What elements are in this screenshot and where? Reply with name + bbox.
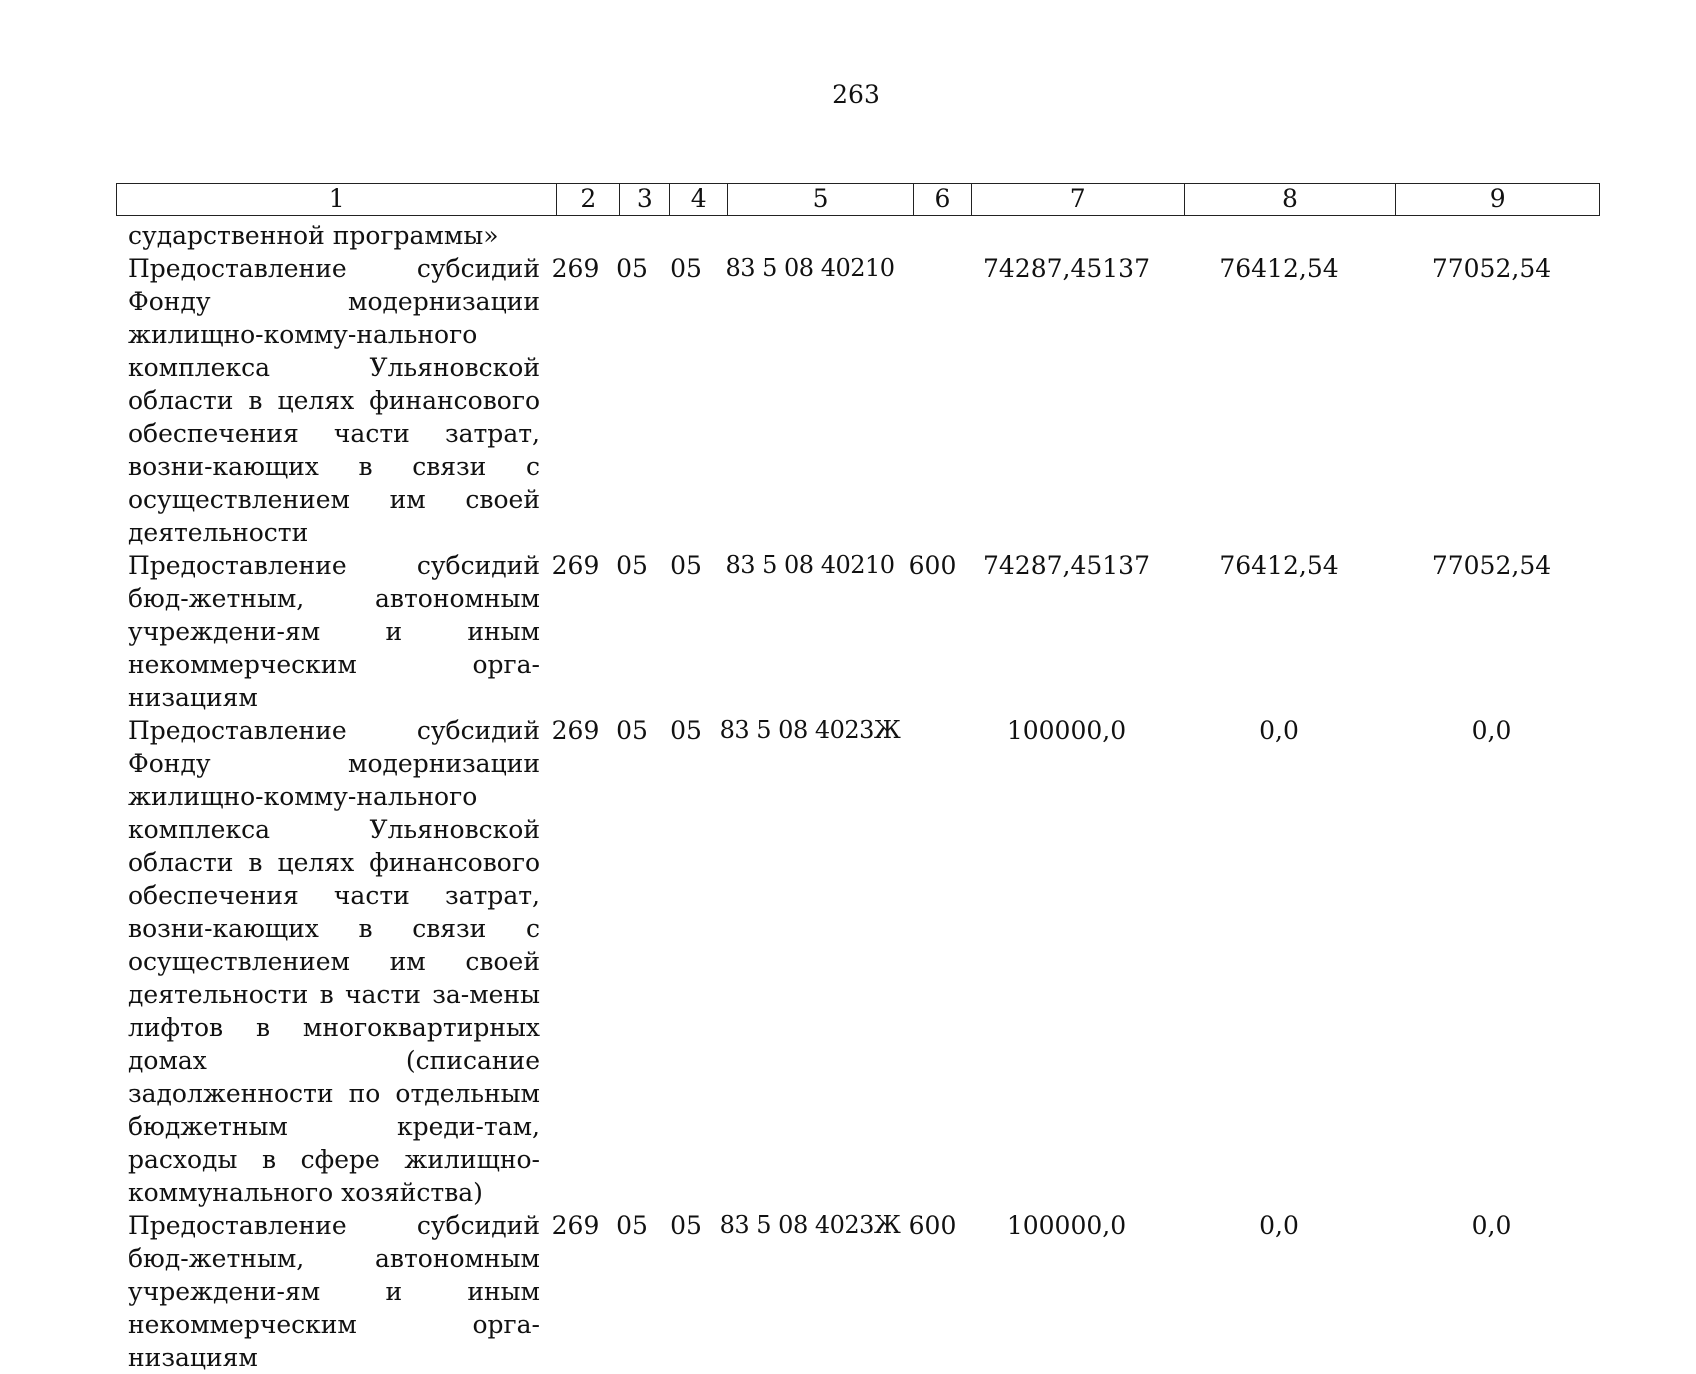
row-col-2: 269 (551, 1211, 600, 1240)
row-col-5: 83 5 08 4023Ж (719, 1211, 901, 1239)
table-row (116, 714, 1600, 1209)
row-description: Предоставление субсидий Фонду модернизации жилищно-комму-нального комплекса Ульяновской области в целях финансового обеспечения части затрат, возни-кающих в связи с осуществлением им своей деятельности (128, 254, 540, 547)
table-column-header (116, 183, 1600, 216)
row-col-3: 05 (616, 254, 648, 283)
row-col-3: 05 (616, 551, 648, 580)
column-header-9: 9 (1489, 184, 1506, 213)
row-col-3: 05 (616, 1211, 648, 1240)
row-col-6: 600 (908, 1211, 957, 1240)
row-col-9: 77052,54 (1431, 551, 1552, 580)
table-row (116, 549, 1600, 714)
row-description: Предоставление субсидий бюд-жетным, автономным учреждени-ям и иным некоммерческим орга-низациям (128, 551, 540, 712)
row-col-6 (905, 252, 960, 549)
row-col-8: 76412,54 (1219, 551, 1339, 580)
continuation-row (116, 219, 1600, 252)
table-body (116, 219, 1600, 1374)
column-header-6: 6 (914, 184, 972, 215)
row-col-3: 05 (616, 716, 648, 745)
row-col-9: 77052,54 (1431, 254, 1552, 283)
row-col-9: 0,0 (1471, 1211, 1512, 1240)
row-col-5: 83 5 08 40210 (725, 254, 895, 282)
column-header-7: 7 (972, 184, 1185, 215)
table-row (116, 1209, 1600, 1374)
row-col-6: 600 (908, 551, 957, 580)
column-header-1: 1 (117, 184, 557, 215)
page-number: 263 (832, 80, 880, 109)
row-col-8: 76412,54 (1219, 254, 1339, 283)
row-col-7: 74287,45137 (982, 254, 1150, 283)
column-header-3: 3 (620, 184, 670, 215)
row-col-5: 83 5 08 40210 (725, 551, 895, 579)
row-col-4: 05 (670, 716, 702, 745)
row-description: Предоставление субсидий Фонду модернизации жилищно-комму-нального комплекса Ульяновской области в целях финансового обеспечения части затрат, возни-кающих в связи с осуществлением им своей деятельности в части за-мены лифтов в многоквартирных домах (списание задолженности по отдельным бюджетным креди-там, расходы в сфере жилищно-коммунального хозяйства) (128, 716, 540, 1207)
column-header-8: 8 (1185, 184, 1397, 215)
row-col-4: 05 (670, 1211, 702, 1240)
column-header-4: 4 (670, 184, 728, 215)
row-col-5: 83 5 08 4023Ж (719, 716, 901, 744)
row-col-2: 269 (551, 551, 600, 580)
row-col-2: 269 (551, 716, 600, 745)
continuation-text: сударственной программы» (128, 221, 499, 250)
row-col-7: 100000,0 (1006, 716, 1127, 745)
row-col-6 (905, 714, 960, 1209)
row-description: Предоставление субсидий бюд-жетным, автономным учреждени-ям и иным некоммерческим орга-низациям (128, 1211, 540, 1372)
row-col-9: 0,0 (1471, 716, 1512, 745)
row-col-2: 269 (551, 254, 600, 283)
row-col-8: 0,0 (1259, 716, 1299, 745)
row-col-8: 0,0 (1259, 1211, 1299, 1240)
row-col-7: 100000,0 (1006, 1211, 1127, 1240)
row-col-4: 05 (670, 551, 702, 580)
row-col-7: 74287,45137 (982, 551, 1150, 580)
row-col-4: 05 (670, 254, 702, 283)
column-header-2: 2 (557, 184, 620, 215)
table-row (116, 252, 1600, 549)
column-header-5: 5 (728, 184, 914, 215)
